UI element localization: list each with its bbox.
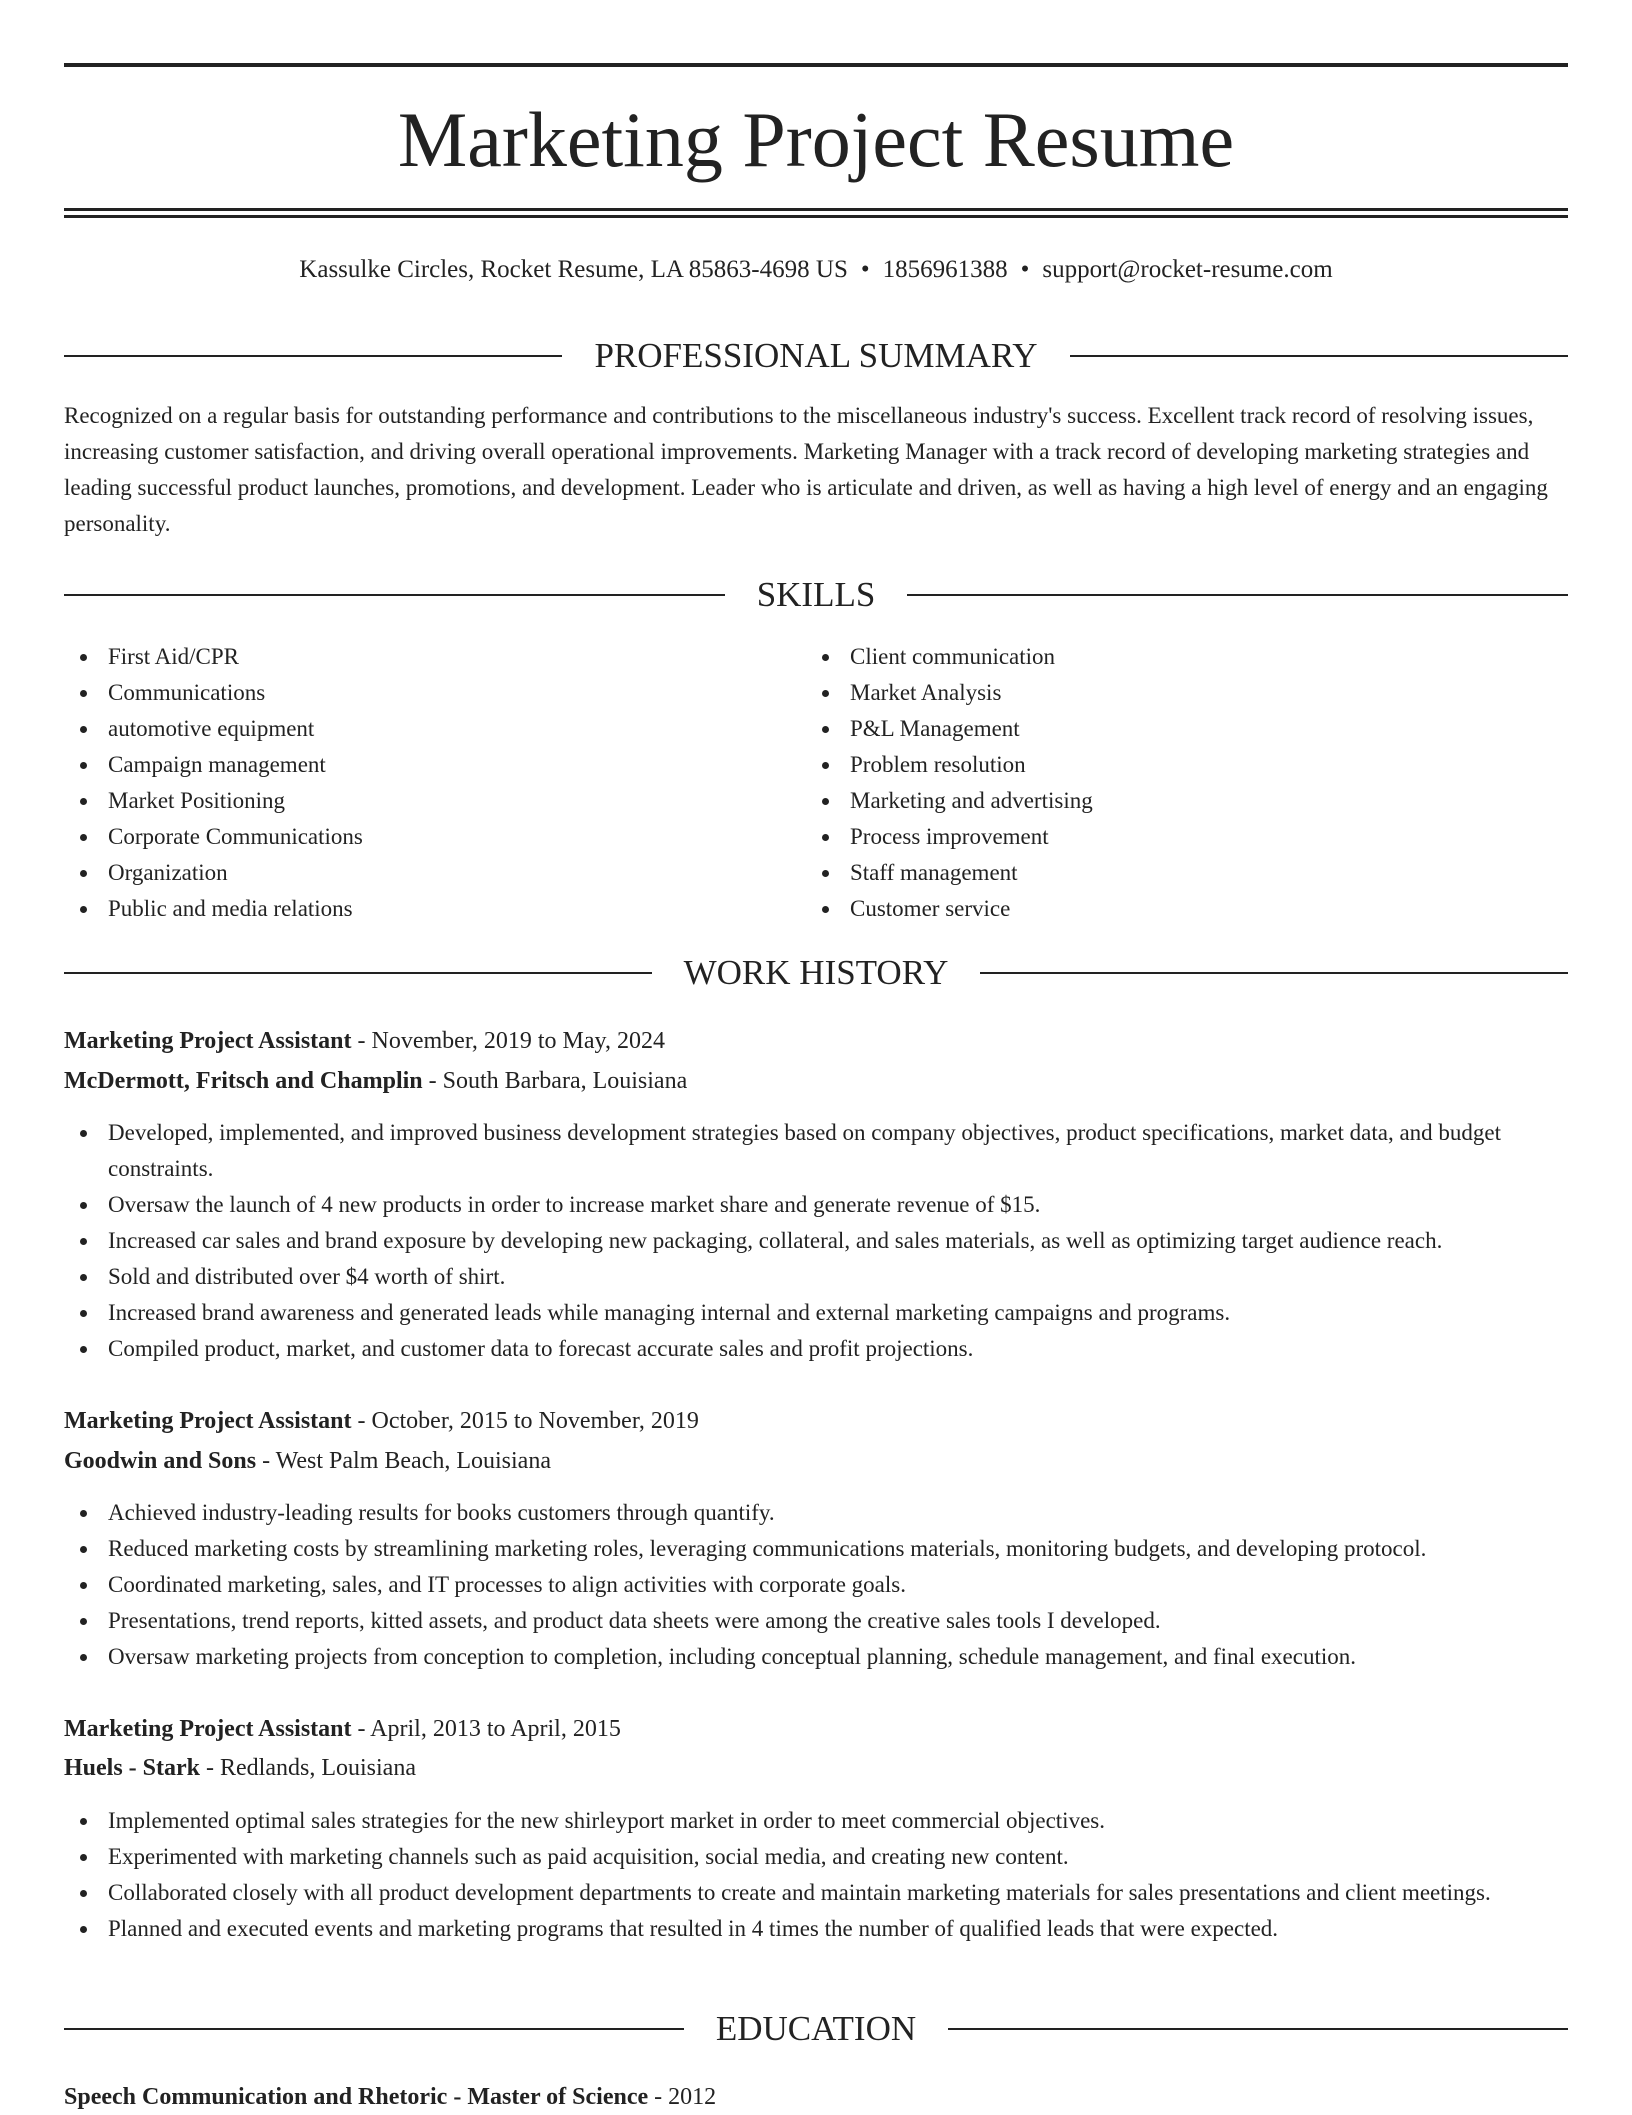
education-line: [64, 2079, 1568, 2115]
title-double-rule-upper: [64, 208, 1568, 211]
section-title-work: WORK HISTORY: [683, 953, 949, 992]
job-title: Marketing Project Assistant: [64, 1408, 352, 1434]
skill-item: P&L Management: [806, 711, 1506, 747]
section-title-education: EDUCATION: [715, 2009, 917, 2048]
skill-item: Marketing and advertising: [806, 783, 1506, 819]
contact-address: Kassulke Circles, Rocket Resume, LA 85863-4698 US: [299, 256, 848, 283]
section-title-summary: PROFESSIONAL SUMMARY: [594, 336, 1038, 375]
job-title-line: [64, 1403, 1568, 1439]
job-bullet: Oversaw marketing projects from conception to completion, including conceptual planning, schedule management, and final execution.: [64, 1639, 1568, 1675]
job-company-line: [64, 1750, 1568, 1786]
skill-item: Campaign management: [64, 747, 764, 783]
skill-item: Communications: [64, 675, 764, 711]
job-bullet: Increased car sales and brand exposure by developing new packaging, collateral, and sales materials, as well as optimizing target audience reach.: [64, 1223, 1568, 1259]
job-bullet: Experimented with marketing channels such as paid acquisition, social media, and creating new content.: [64, 1839, 1568, 1875]
work-section-header: [64, 951, 1568, 995]
job-bullet: Planned and executed events and marketing programs that resulted in 4 times the number of qualified leads that were expected.: [64, 1911, 1568, 1947]
job-title-line: [64, 1023, 1568, 1059]
title-double-rule-lower: [64, 215, 1568, 218]
section-rule: [64, 972, 652, 974]
skill-item: Organization: [64, 855, 764, 891]
contact-separator: •: [1020, 256, 1030, 283]
job-bullet: Oversaw the launch of 4 new products in order to increase market share and generate revenue of $15.: [64, 1187, 1568, 1223]
contact-line: [64, 254, 1568, 286]
skills-right-column: [806, 639, 1506, 927]
section-title-skills: SKILLS: [756, 575, 876, 614]
summary-text: Recognized on a regular basis for outstanding performance and contributions to the miscellaneous industry's success. Excellent track record of resolving issues, increasing customer satisfaction, and driving overall operational improvements. Marketing Manager with a track record of developing marketing strategies and leading successful product launches, promotions, and development. Leader who is articulate and driven, as well as having a high level of energy and an engaging personality.: [64, 403, 1548, 536]
skill-item: Market Positioning: [64, 783, 764, 819]
skill-item: Market Analysis: [806, 675, 1506, 711]
skill-item: Process improvement: [806, 819, 1506, 855]
job-location: - Redlands, Louisiana: [200, 1755, 416, 1781]
section-rule: [1070, 355, 1568, 357]
job-location: - South Barbara, Louisiana: [422, 1068, 688, 1094]
job-bullets: [64, 1495, 1568, 1675]
skill-item: Corporate Communications: [64, 819, 764, 855]
skills-section-header: [64, 573, 1568, 617]
job-dates: - April, 2013 to April, 2015: [351, 1716, 621, 1742]
page-title: Marketing Project Resume: [397, 96, 1235, 183]
top-rule: [64, 63, 1568, 67]
contact-separator: •: [860, 256, 870, 283]
contact-email: support@rocket-resume.com: [1042, 256, 1333, 283]
job-bullet: Compiled product, market, and customer data to forecast accurate sales and profit projections.: [64, 1331, 1568, 1367]
job-bullets: [64, 1803, 1568, 1947]
job-bullet: Implemented optimal sales strategies for the new shirleyport market in order to meet commercial objectives.: [64, 1803, 1568, 1839]
job-bullet: Sold and distributed over $4 worth of shirt.: [64, 1259, 1568, 1295]
job-dates: - October, 2015 to November, 2019: [351, 1408, 699, 1434]
section-rule: [64, 594, 725, 596]
section-rule: [64, 2028, 684, 2030]
education-degree: Speech Communication and Rhetoric - Master of Science: [64, 2084, 649, 2110]
job-company-line: [64, 1063, 1568, 1099]
job-bullet: Reduced marketing costs by streamlining marketing roles, leveraging communications materials, monitoring budgets, and developing protocol.: [64, 1531, 1568, 1567]
job-bullet: Achieved industry-leading results for books customers through quantify.: [64, 1495, 1568, 1531]
job-location: - West Palm Beach, Louisiana: [256, 1448, 551, 1474]
job-title: Marketing Project Assistant: [64, 1716, 352, 1742]
skill-item: Problem resolution: [806, 747, 1506, 783]
skills-left-column: [64, 639, 764, 927]
summary-section-header: [64, 334, 1568, 378]
section-rule: [64, 355, 562, 357]
job-company: McDermott, Fritsch and Champlin: [64, 1068, 423, 1094]
skill-item: Staff management: [806, 855, 1506, 891]
job-company: Huels - Stark: [64, 1755, 201, 1781]
job-title: Marketing Project Assistant: [64, 1028, 352, 1054]
education-year: - 2012: [648, 2084, 717, 2110]
section-rule: [948, 2028, 1568, 2030]
job-bullet: Coordinated marketing, sales, and IT processes to align activities with corporate goals.: [64, 1567, 1568, 1603]
skill-item: Client communication: [806, 639, 1506, 675]
job-dates: - November, 2019 to May, 2024: [351, 1028, 665, 1054]
skill-item: Public and media relations: [64, 891, 764, 927]
skill-item: First Aid/CPR: [64, 639, 764, 675]
section-rule: [980, 972, 1568, 974]
contact-phone: 1856961388: [882, 256, 1008, 283]
job-bullet: Collaborated closely with all product development departments to create and maintain marketing materials for sales presentations and client meetings.: [64, 1875, 1568, 1911]
section-rule: [907, 594, 1568, 596]
job-company: Goodwin and Sons: [64, 1448, 257, 1474]
skill-item: automotive equipment: [64, 711, 764, 747]
education-section-header: [64, 2007, 1568, 2051]
job-bullet: Increased brand awareness and generated leads while managing internal and external marketing campaigns and programs.: [64, 1295, 1568, 1331]
job-company-line: [64, 1443, 1568, 1479]
job-bullet: Developed, implemented, and improved business development strategies based on company objectives, product specifications, market data, and budget constraints.: [64, 1115, 1568, 1187]
job-bullets: [64, 1115, 1568, 1367]
job-title-line: [64, 1711, 1568, 1747]
skill-item: Customer service: [806, 891, 1506, 927]
job-bullet: Presentations, trend reports, kitted assets, and product data sheets were among the creative sales tools I developed.: [64, 1603, 1568, 1639]
